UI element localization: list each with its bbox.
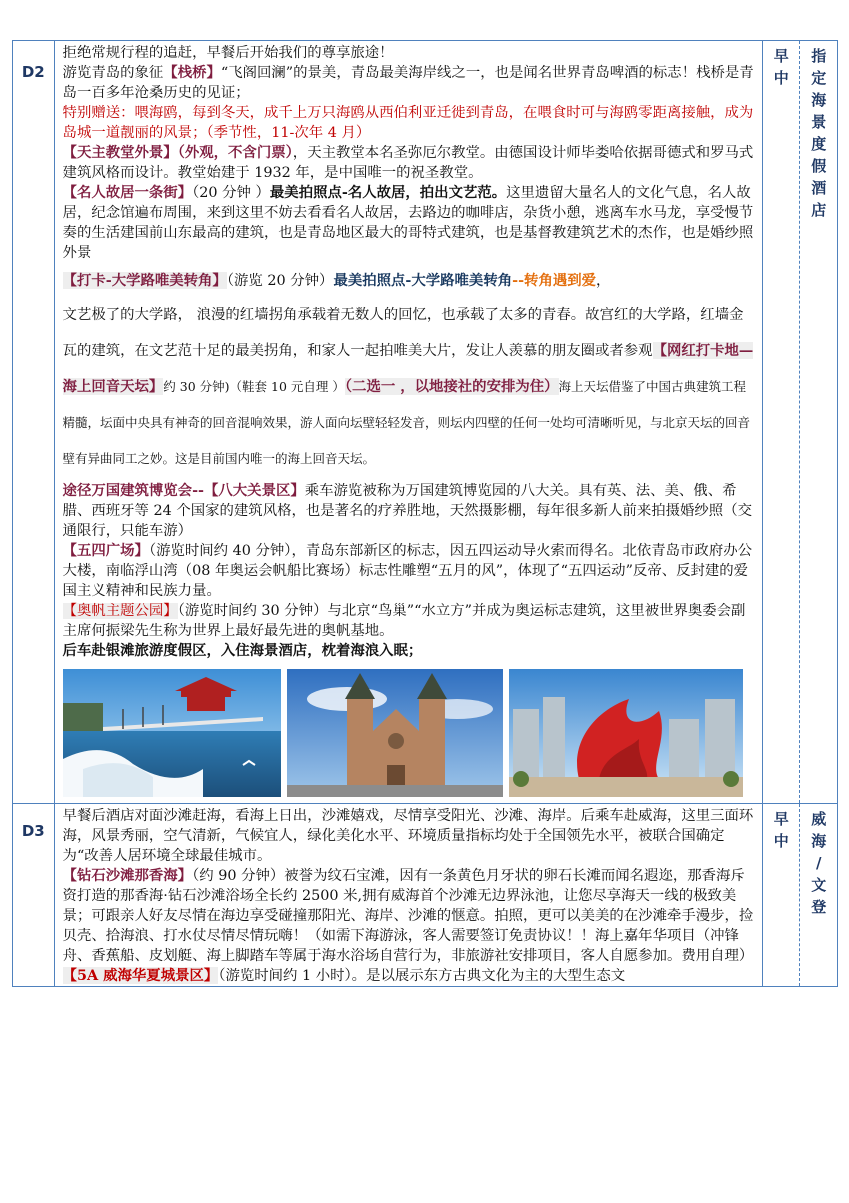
paragraph — [63, 271, 756, 291]
text: “飞阁回澜”的景美，青岛最美海岸线之一，也是闻名世界青岛啤酒的标志！栈桥是青岛一百多年沧桑历史的见证； — [62, 65, 754, 101]
text: 文艺极了的大学路， 浪漫的红墙拐角承载着无数人的回忆，也承载了太多的青春。故宫红的大学路，红墙金瓦的建筑，在文艺范十足的最美拐角，和家人一起拍唯美大片，发让人羡慕的朋友圈或者参观 — [62, 307, 744, 359]
paragraph — [63, 63, 756, 103]
meals-list — [763, 804, 800, 852]
hotel-char: 酒 — [811, 179, 827, 197]
spot-zhanqiao: 【栈桥】 — [163, 64, 221, 81]
spot-badaguan: 途径万国建筑博览会--【八大关景区】 — [62, 482, 305, 499]
spot-daxue-road: 【打卡-大学路唯美转角】 — [62, 272, 227, 289]
text: 游览青岛的象征 — [62, 65, 164, 81]
paragraph: 早餐后酒店对面沙滩赶海，看海上日出，沙滩嬉戏，尽情享受阳光、沙滩、海岸。后乘车赴威海，这里三面环海，风景秀丽，空气清新，气候宜人，绿化美化水平、环境质量指标均处于全国领先水平，被联合国确定为“改善人居环境全球最佳城市。 — [62, 808, 754, 864]
choice-note: （二选一 ，以地接社的安排为住） — [344, 378, 559, 395]
hotel-name — [800, 804, 837, 918]
hotel-char: 文 — [811, 876, 827, 894]
itinerary-table — [12, 40, 838, 987]
spot-celebrity-street: 【名人故居一条街】 — [62, 184, 193, 201]
spot-diamond-beach: 【钻石沙滩那香海】 — [62, 867, 193, 884]
hotel-name — [800, 41, 837, 221]
may-fourth-square-photo — [509, 669, 743, 797]
text: 这里遗留大量名人的文化气息，名人故居，纪念馆遍布周围，来到这里不妨去看看名人故居，去路边的咖啡店，杂货小憩，逃离车水马龙，享受慢节奏的生活建国前山东最高的建筑，也是青岛地区最大的哥特式建筑，也是基督教建筑艺术的杰作，也是婚纱照外景 — [62, 185, 754, 261]
meals-list — [763, 41, 800, 89]
text: 海上天坛借鉴了中国古典建筑工程精髓，坛面中央具有神奇的回音混响效果，游人面向坛壁轻轻发音，则坛内四壁的任何一处均可清晰听见，与北京天坛的回音壁有异曲同工之妙。这是目前国内唯一的海上回音天坛。 — [62, 379, 751, 466]
gift-note: 特别赠送：喂海鸥，每到冬天，成千上万只海鸥从西伯利亚迁徙到青岛，在喂食时可与海鸥零距离接触，成为岛城一道靓丽的风景；（季节性，11-次年 4 月） — [62, 105, 754, 141]
paragraph: 后车赴银滩旅游度假区，入住海景酒店，枕着海浪入眠； — [62, 642, 423, 659]
hotel-char: 定 — [811, 69, 827, 87]
text: （游览 20 分钟） — [226, 273, 334, 289]
photo-strip — [63, 661, 756, 803]
meals-cell — [762, 804, 800, 987]
hotel-char: 威 — [811, 810, 827, 828]
text: （游览时间约 1 小时）。是以展示东方古典文化为主的大型生态文 — [218, 968, 626, 984]
hotel-char: / — [816, 854, 822, 872]
meal-lunch: 中 — [773, 832, 789, 850]
hotel-char: 假 — [811, 157, 827, 175]
paragraph — [63, 541, 756, 601]
meal-lunch: 中 — [773, 69, 789, 87]
text: ，天主教堂本名圣弥厄尔教堂。由德国设计师毕娄哈依据哥德式和罗马式建筑风格而设计。教堂始建于 1932 年，是中国唯一的祝圣教堂。 — [62, 145, 754, 181]
hotel-char: 海 — [811, 832, 827, 850]
paragraph — [63, 966, 756, 986]
text: （约 90 分钟）被誉为纹石宝滩，因有一条黄色月牙状的卵石长滩而闻名遐迩，那香海斥资打造的那香海·钻石沙滩浴场全长约 2500 米,拥有威海首个沙滩无边界泳池，让您尽享海天一线的极致美景；可跟亲人好友尽情在海边享受碰撞那阳光、海岸、沙滩的惬意。拍照，更可以美美的在沙滩牵手漫步，捡贝壳、拾海浪、打水仗尽情尽情玩嗨！（如需下海游泳，客人需要签订免责协议！！海上嘉年华项目（冲锋舟、香蕉船、皮划艇、海上脚踏车等属于海水浴场自营行为，非旅游社安排项目，客人自愿参加。费用自理） — [62, 868, 754, 964]
hotel-char: 指 — [811, 47, 827, 65]
paragraph — [63, 183, 756, 263]
paragraph — [63, 297, 756, 477]
highlight-orange: --转角遇到爱 — [512, 272, 597, 289]
text: ， — [596, 273, 611, 289]
spot-may-fourth-square: 【五四广场】 — [62, 542, 149, 559]
highlight: 最美拍照点-名人故居，拍出文艺范。 — [269, 184, 507, 201]
text: 约 30 分钟)（鞋套 10 元自理 ） — [163, 379, 345, 394]
spot-cathedral: 【天主教堂外景】（外观，不含门票） — [62, 144, 293, 161]
paragraph — [63, 143, 756, 183]
highlight: 最美拍照点-大学路唯美转角 — [333, 272, 513, 289]
spot-sea-temple: 【网红打卡地—海上回音天坛】 — [62, 342, 754, 395]
hotel-cell — [800, 41, 838, 804]
text: （20 分钟 ） — [192, 185, 270, 201]
text: （游览时间约 40 分钟），青岛东部新区的标志，因五四运动导火索而得名。北依青岛市政府办公大楼，南临浮山湾（08 年奥运会帆船比赛场）标志性雕塑“五月的风”，体现了“五四运动”反帝、反封建的爱国主义精神和民族力量。 — [62, 543, 752, 599]
hotel-char: 海 — [811, 91, 827, 109]
text: 乘车游览被称为万国建筑博览园的八大关。具有英、法、美、俄、希腊、西班牙等 24 个国家的建筑风格，也是著名的疗养胜地，天然摄影棚，每年很多新人前来拍摄婚纱照（交通限行，只能车游） — [62, 483, 752, 539]
paragraph — [63, 866, 756, 966]
meal-breakfast: 早 — [773, 810, 789, 828]
spot-huaxia-city: 【5A 威海华夏城景区】 — [62, 967, 219, 984]
hotel-char: 登 — [811, 898, 827, 916]
day-content — [54, 804, 762, 987]
hotel-char: 度 — [811, 135, 827, 153]
day-content — [54, 41, 762, 804]
itinerary-row-d2 — [13, 41, 838, 804]
meals-cell — [762, 41, 800, 804]
paragraph — [63, 481, 756, 541]
spot-olympic-sailing: 【奥帆主题公园】 — [62, 603, 178, 619]
paragraph — [63, 601, 756, 641]
zhanqiao-pier-photo — [63, 669, 281, 797]
itinerary-row-d3 — [13, 804, 838, 987]
paragraph: 拒绝常规行程的追赶，早餐后开始我们的尊享旅途！ — [62, 45, 394, 61]
hotel-char: 景 — [811, 113, 827, 131]
day-label: D2 — [13, 41, 55, 804]
day-label: D3 — [13, 804, 55, 987]
hotel-char: 店 — [811, 201, 827, 219]
cathedral-photo — [287, 669, 503, 797]
hotel-cell — [800, 804, 838, 987]
meal-breakfast: 早 — [773, 47, 789, 65]
text: （游览时间约 30 分钟）与北京“鸟巢”“水立方”并成为奥运标志建筑，这里被世界奥委会副主席何振梁先生称为世界上最好最先进的奥帆基地。 — [62, 603, 746, 639]
